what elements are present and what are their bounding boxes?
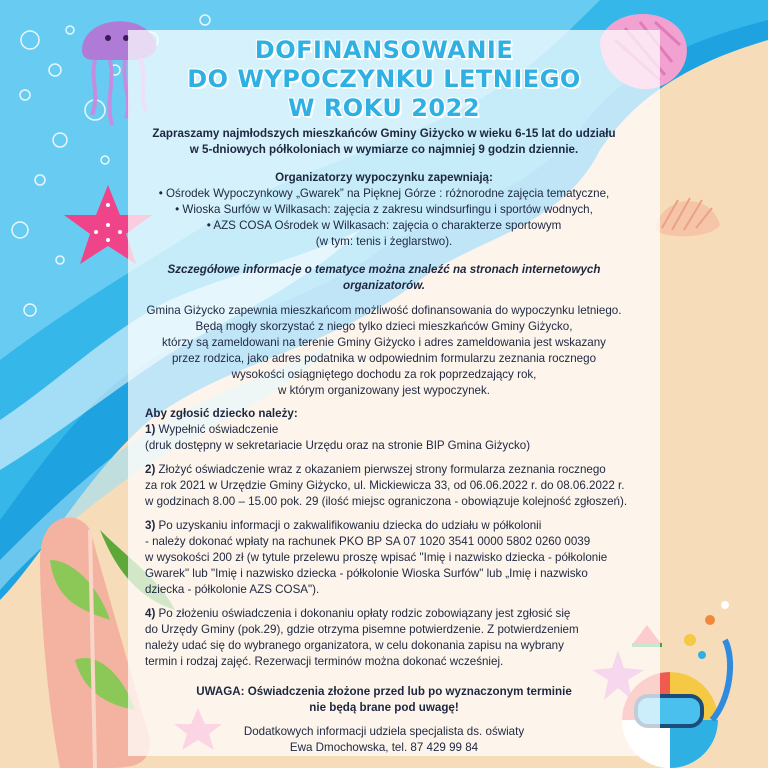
step-text: za rok 2021 w Urzędzie Gminy Giżycko, ul. Mickiewicza 33, od 06.06.2022 r. do 08.06.2022 r. [145, 479, 625, 492]
title-line: W ROKU 2022 [287, 94, 481, 122]
step-text: dziecka - półkolonie AZS COSA"). [145, 583, 320, 596]
step-number: 1) [145, 423, 156, 436]
step-text: do Urzędy Gminy (pok.29), gdzie otrzyma pisemne potwierdzenie. Z potwierdzeniem [145, 623, 579, 636]
organizer-item: (w tym: tenis i żeglarstwo). [315, 235, 453, 248]
title-line: DOFINANSOWANIE [254, 36, 514, 64]
details-note-line: Szczegółowe informacje o tematyce można znaleźć na stronach internetowych [167, 263, 601, 276]
intro-line: Zapraszamy najmłodszych mieszkańców Gminy Giżycko w wieku 6-15 lat do udziału [152, 127, 616, 140]
description-line: Gmina Giżycko zapewnia mieszkańcom możliwość dofinansowania do wypoczynku letniego. [146, 304, 622, 317]
warning-line: UWAGA: Oświadczenia złożone przed lub po wyznaczonym terminie [196, 685, 572, 698]
title-line: DO WYPOCZYNKU LETNIEGO [187, 65, 581, 93]
description-line: w którym organizowany jest wypoczynek. [278, 384, 490, 397]
step-text: - należy dokonać wpłaty na rachunek PKO BP SA 07 1020 3541 0000 5802 0260 0039 [145, 535, 591, 548]
step-text: Wypełnić oświadczenie [158, 423, 279, 436]
step-text: Złożyć oświadczenie wraz z okazaniem pierwszej strony formularza zeznania rocznego [158, 463, 606, 476]
step-1 [145, 422, 278, 438]
step-text: Gwarek" lub "Imię i nazwisko dziecka - półkolonie Wioska Surfów" lub „Imię i nazwisko [145, 567, 588, 580]
description-line: wysokości osiągniętego dochodu za rok poprzedzający rok, [231, 368, 537, 381]
step-3 [145, 518, 541, 534]
step-text: (druk dostępny w sekretariacie Urzędu oraz na stronie BIP Gmina Giżycko) [145, 439, 531, 452]
organizer-item: • Wioska Surfów w Wilkasach: zajęcia z zakresu windsurfingu i sportów wodnych, [175, 203, 593, 216]
step-2 [145, 462, 606, 478]
step-number: 4) [145, 607, 156, 620]
step-text: Po uzyskaniu informacji o zakwalifikowaniu dziecka do udziału w półkolonii [158, 519, 542, 532]
contact-line: Dodatkowych informacji udziela specjalista ds. oświaty [243, 725, 525, 738]
step-text: w wysokości 200 zł (w tytule przelewu proszę wpisać "Imię i nazwisko dziecka - półkolonie [145, 551, 608, 564]
warning-line: nie będą brane pod uwagę! [309, 701, 459, 714]
step-text: Po złożeniu oświadczenia i dokonaniu opłaty rodzic zobowiązany jest zgłosić się [158, 607, 571, 620]
step-text: termin i rodzaj zajęć. Rezerwacji terminów można dokonać wcześniej. [145, 655, 504, 668]
organizers-heading: Organizatorzy wypoczynku zapewniają: [275, 171, 493, 184]
step-text: w godzinach 8.00 – 15.00 pok. 29 (ilość miejsc ograniczona - obowiązuje kolejność zgłoszeń). [145, 495, 628, 508]
description-line: którzy są zameldowani na terenie Gminy Giżycko i adres zameldowania jest wskazany [162, 336, 606, 349]
step-number: 2) [145, 463, 156, 476]
intro-line: w 5-dniowych półkoloniach w wymiarze co najmniej 9 godzin dziennie. [189, 143, 579, 156]
organizer-item: • AZS COSA Ośrodek w Wilkasach: zajęcia o charakterze sportowym [206, 219, 562, 232]
description-line: Będą mogły skorzystać z niego tylko dzieci mieszkańców Gminy Giżycko, [195, 320, 573, 333]
contact-line: Ewa Dmochowska, tel. 87 429 99 84 [289, 741, 479, 754]
step-number: 3) [145, 519, 156, 532]
step-4 [145, 606, 570, 622]
details-note-line: organizatorów. [342, 279, 426, 292]
description-line: przez rodzica, jako adres podatnika w odpowiednim formularzu zeznania rocznego [171, 352, 597, 365]
page-title [0, 36, 768, 123]
step-text: należy udać się do wybranego organizatora, w celu dokonania zapisu na wybrany [145, 639, 564, 652]
organizer-item: • Ośrodek Wypoczynkowy „Gwarek” na Pięknej Górze : różnorodne zajęcia tematyczne, [158, 187, 610, 200]
steps-heading: Aby zgłosić dziecko należy: [145, 407, 298, 420]
